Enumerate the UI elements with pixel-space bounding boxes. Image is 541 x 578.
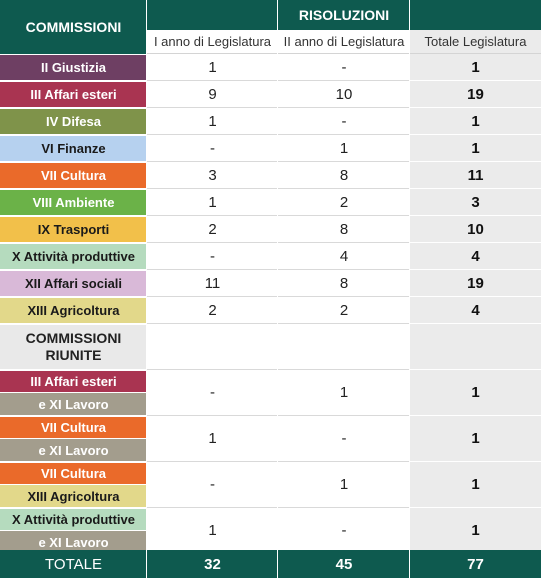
column-header: Totale Legislatura: [410, 30, 541, 54]
column-divider: [146, 0, 147, 578]
anno2-value: -: [278, 508, 410, 554]
totale-anno1: 32: [147, 550, 278, 578]
anno2-value: 1: [278, 370, 410, 416]
anno1-value: 1: [147, 54, 278, 81]
anno2-value: 1: [278, 135, 410, 162]
totale-value: 1: [410, 508, 541, 554]
empty-cell: [410, 324, 541, 370]
anno1-value: 11: [147, 270, 278, 297]
anno1-value: 1: [147, 508, 278, 554]
totale-value: 1: [410, 135, 541, 162]
commissione-label: IX Trasporti: [0, 217, 147, 242]
anno2-value: 8: [278, 270, 410, 297]
totale-legislatura: 77: [410, 550, 541, 578]
anno1-value: -: [147, 135, 278, 162]
anno2-value: 10: [278, 81, 410, 108]
empty-cell: [278, 324, 410, 370]
commissione-label: X Attività produttive: [0, 509, 147, 530]
commissione-label: XIII Agricoltura: [0, 298, 147, 323]
anno1-value: 1: [147, 108, 278, 135]
anno2-value: 4: [278, 243, 410, 270]
anno1-value: -: [147, 243, 278, 270]
anno2-value: 2: [278, 189, 410, 216]
commissioni-header: COMMISSIONI: [0, 0, 147, 54]
totale-value: 3: [410, 189, 541, 216]
commissioni-riunite-label: COMMISSIONI RIUNITE: [0, 325, 147, 369]
anno1-value: 9: [147, 81, 278, 108]
risoluzioni-header: RISOLUZIONI: [147, 0, 541, 30]
anno2-value: 2: [278, 297, 410, 324]
commissione-label: VIII Ambiente: [0, 190, 147, 215]
anno2-value: -: [278, 54, 410, 81]
totale-value: 1: [410, 462, 541, 508]
anno2-value: 1: [278, 462, 410, 508]
anno2-value: -: [278, 416, 410, 462]
commissione-label: VII Cultura: [0, 417, 147, 438]
totale-value: 10: [410, 216, 541, 243]
anno1-value: 1: [147, 416, 278, 462]
column-divider: [277, 0, 278, 578]
empty-cell: [147, 324, 278, 370]
anno1-value: -: [147, 462, 278, 508]
commissione-label: VII Cultura: [0, 163, 147, 188]
anno1-value: 2: [147, 216, 278, 243]
commissione-label: VII Cultura: [0, 463, 147, 484]
commissione-label: III Affari esteri: [0, 371, 147, 392]
anno1-value: 1: [147, 189, 278, 216]
commissione-label: e XI Lavoro: [0, 439, 147, 461]
commissione-label: IV Difesa: [0, 109, 147, 134]
totale-value: 19: [410, 81, 541, 108]
commissione-label: XII Affari sociali: [0, 271, 147, 296]
commissione-label: VI Finanze: [0, 136, 147, 161]
commissione-label: e XI Lavoro: [0, 393, 147, 415]
column-header: II anno di Legislatura: [278, 30, 410, 54]
totale-value: 1: [410, 108, 541, 135]
commissione-label: XIII Agricoltura: [0, 485, 147, 507]
totale-value: 1: [410, 370, 541, 416]
commissione-label: e XI Lavoro: [0, 531, 147, 553]
totale-value: 19: [410, 270, 541, 297]
column-divider: [409, 0, 410, 578]
anno1-value: 3: [147, 162, 278, 189]
commissione-label: II Giustizia: [0, 55, 147, 80]
totale-anno2: 45: [278, 550, 410, 578]
totale-label: TOTALE: [0, 550, 147, 578]
anno1-value: -: [147, 370, 278, 416]
totale-value: 1: [410, 54, 541, 81]
anno2-value: 8: [278, 162, 410, 189]
totale-value: 1: [410, 416, 541, 462]
column-header: I anno di Legislatura: [147, 30, 278, 54]
commissione-label: III Affari esteri: [0, 82, 147, 107]
anno1-value: 2: [147, 297, 278, 324]
totale-value: 4: [410, 243, 541, 270]
totale-value: 11: [410, 162, 541, 189]
commissione-label: X Attività produttive: [0, 244, 147, 269]
totale-value: 4: [410, 297, 541, 324]
anno2-value: -: [278, 108, 410, 135]
anno2-value: 8: [278, 216, 410, 243]
